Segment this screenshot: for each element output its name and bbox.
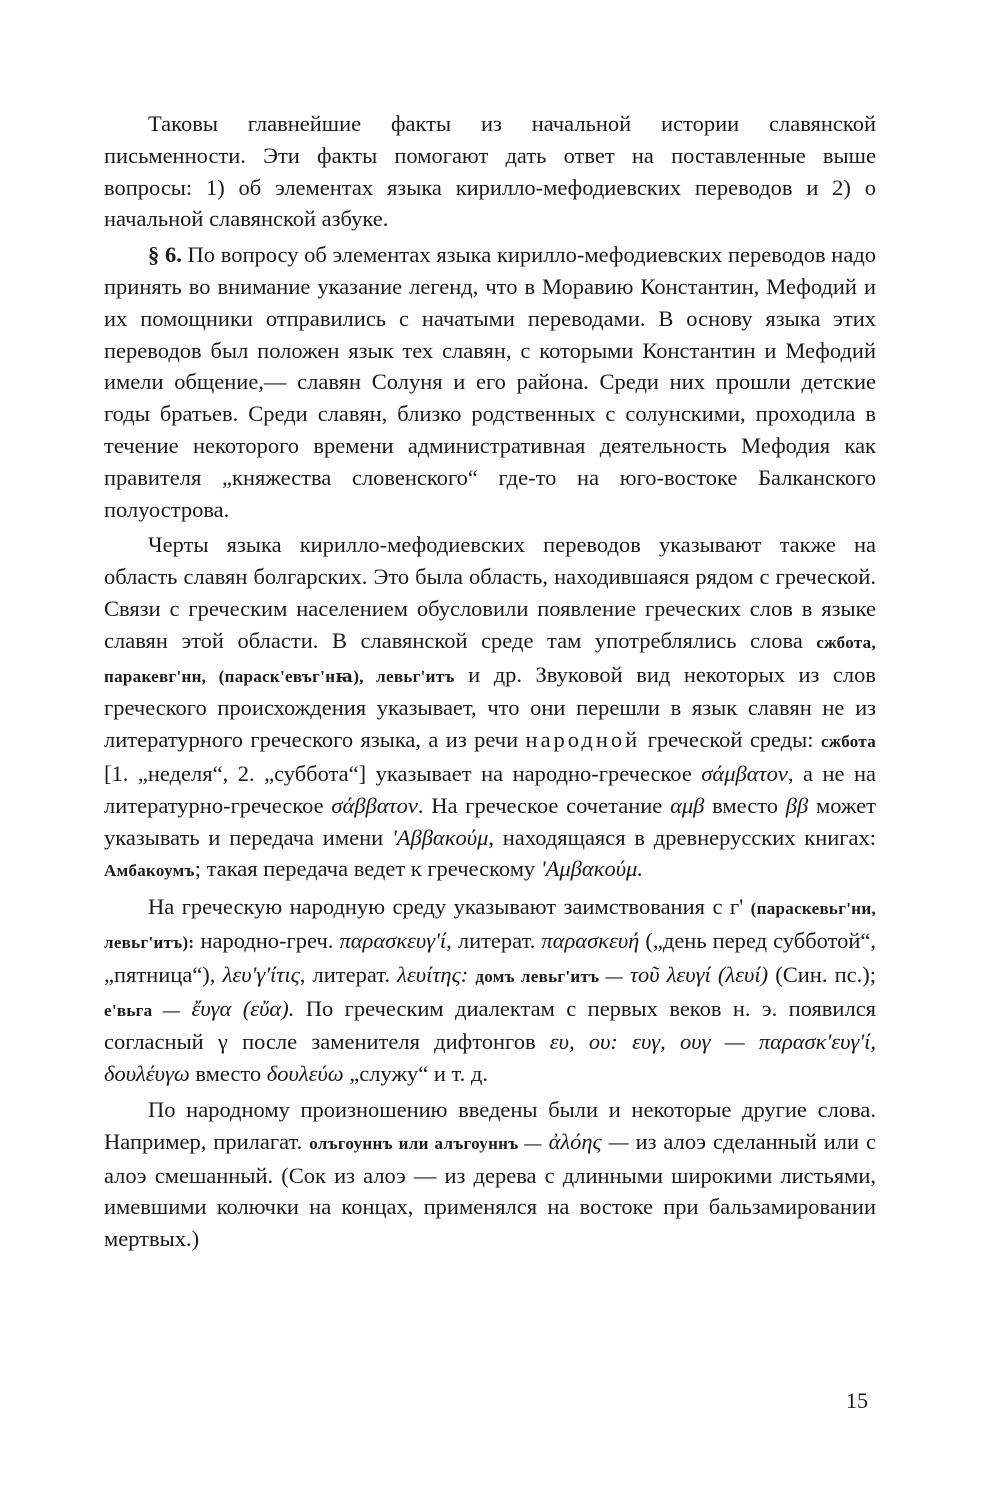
greek-term: ββ [785, 792, 809, 818]
text-run: ; такая передача ведет к греческому [194, 856, 536, 882]
text-run: По греческим диалектам с первых веков н. э. появился согласный γ после заменителя дифтонгов [104, 995, 877, 1055]
slavonic-term: сжбота [820, 732, 877, 752]
section-number: § 6. [148, 242, 182, 268]
slavonic-term: олъгоуннъ или алъгоуннъ — [309, 1133, 542, 1153]
text-run: греческой среды: [647, 727, 814, 753]
greek-term: σάββατον [331, 792, 418, 818]
greek-term: 'Αββακούμ [391, 824, 489, 850]
greek-term: ἀλόης — [548, 1128, 629, 1154]
greek-term: παρασκευή [541, 927, 640, 953]
text-run: Черты языка кирилло-мефодиевских переводов указывают также на область славян болгарских. Это была область, находившаяся рядом с греческой. Связи с греческим населением обусловили появление греческих слов в языке славян этой области. В славянской среде там употреблялись слова [104, 532, 876, 653]
text-run: На греческую народную среду указывают заимствования с г' [148, 894, 744, 920]
text-run: По народному произношению введены были и некоторые другие слова. Например, прилагат. [104, 1096, 876, 1154]
greek-term: αμβ [670, 792, 705, 818]
slavonic-term: домъ левьг'итъ — [475, 966, 623, 986]
spaced-text: народной [525, 727, 641, 753]
text-run: („день перед субботой“, „пятница“), [104, 927, 877, 987]
text-run: [1. „неделя“, 2. „суббота“] указывает на народно-греческое [104, 760, 692, 786]
page-body [104, 108, 876, 1259]
section-paragraph [104, 239, 876, 525]
slavonic-term: (параскевьг'ни, левьг'итъ): [104, 899, 876, 952]
greek-term: δουλεύω [266, 1061, 344, 1087]
slavonic-term: сжбота, паракевг'нн, (параск'евъг'нꙗ), левьг'итъ [104, 632, 877, 686]
text-run: „служу“ и т. д. [349, 1061, 488, 1087]
text-run: , литерат. [446, 927, 536, 953]
text-run: , литерат. [299, 961, 391, 987]
text-run: народно-греч. [200, 927, 334, 953]
page-number: 15 [846, 1388, 868, 1413]
greek-term: σάμβατον [701, 760, 788, 786]
greek-term: λευίτης: [397, 961, 469, 987]
greek-term: ευ, ου: ευγ, ουγ — παρασκ'ευγ'ί, δουλέυγω [104, 1029, 877, 1087]
paragraph [104, 1094, 876, 1255]
text-run: , а не на литературно-греческое [104, 760, 877, 818]
paragraph [104, 891, 876, 1090]
paragraph-text: По вопросу об элементах языка кирилло-мефодиевских переводов надо принять во внимание указание легенд, что в Моравию Константин, Мефодий и их помощники отправились с начатыми переводами. В основу языка этих переводов был положен язык тех славян, с которыми Константин и Мефодий имели общение,— славян Солуня и его района. Среди них прошли детские годы братьев. Среди славян, близко родственных с солунскими, проходила в течение некоторого времени административная деятельность Мефодия как правителя „княжества словенского“ где-то на юго-востоке Балканского полуострова. [104, 242, 877, 522]
greek-term: τοῦ λευγί (λευί) [629, 961, 769, 987]
slavonic-term: е'вьга — [104, 1000, 181, 1020]
greek-term: παρασκευγ'ί [339, 927, 447, 953]
text-run: может указывать и передача имени [104, 792, 876, 850]
greek-term: λευ'γ'ίτις [222, 961, 300, 987]
text-run: (Син. пс.); [775, 961, 876, 987]
paragraph [104, 108, 876, 235]
text-run: вместо [712, 792, 778, 818]
paragraph [104, 529, 876, 887]
text-run: из алоэ сделанный или с алоэ смешанный. (Сок из алоэ — из дерева с длинными широкими листьями, имевшими колючки на концах, применялся на востоке при бальзамировании мертвых.) [104, 1128, 877, 1252]
paragraph-text: Таковы главнейшие факты из начальной истории славянской письменности. Эти факты помогают дать ответ на поставленные выше вопросы: 1) об элементах языка кирилло-мефодиевских переводов и 2) о начальной славянской азбуке. [104, 111, 876, 232]
text-run: . На греческое сочетание [417, 792, 663, 818]
slavonic-term: Амбакоумъ [104, 861, 195, 881]
text-run: вместо [195, 1061, 262, 1087]
greek-term: 'Αμβακούμ. [540, 856, 643, 882]
text-run: и др. Звуковой вид некоторых из слов греческого происхождения указывает, что они перешли в язык славян не из литературного греческого языка, а из речи [104, 661, 877, 753]
greek-term: ἔυγα (εὔα). [191, 995, 295, 1021]
text-run: , находящаяся в древнерусских книгах: [488, 824, 877, 850]
